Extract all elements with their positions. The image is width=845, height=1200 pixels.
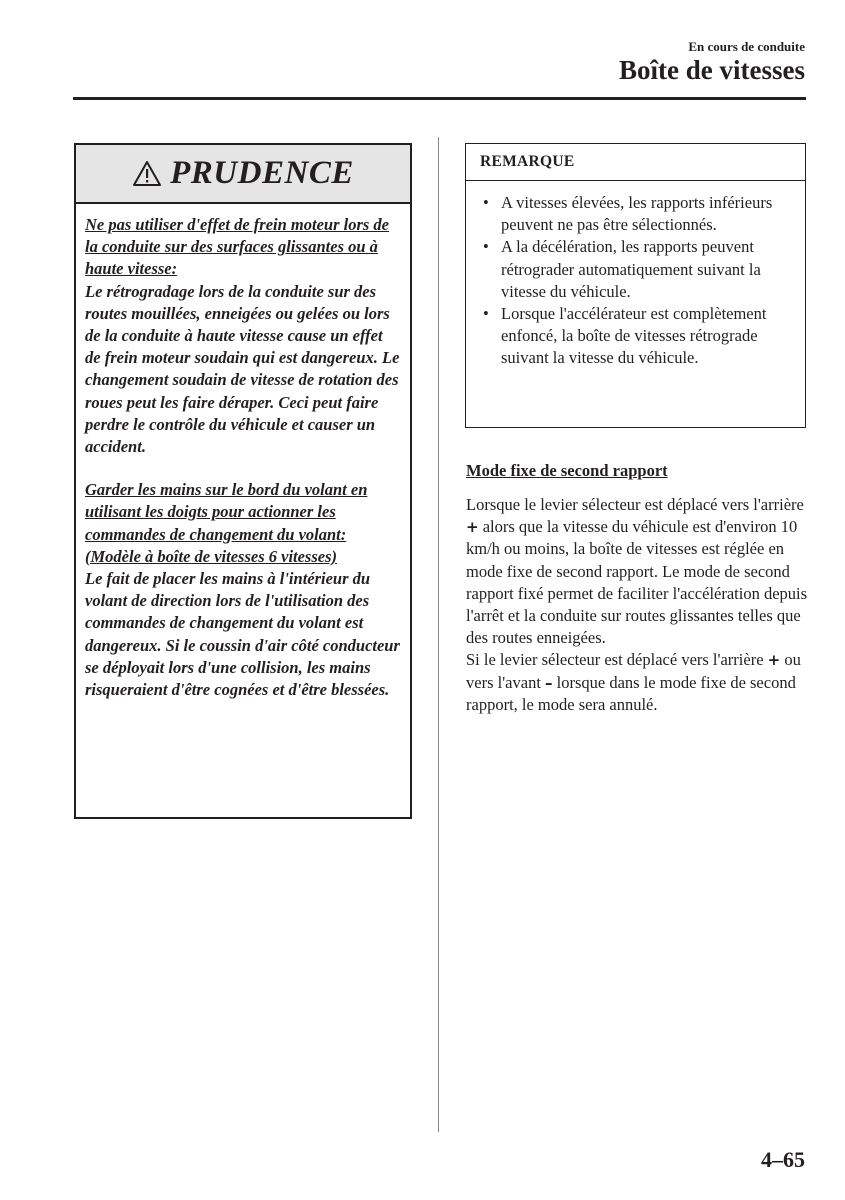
page-title: Boîte de vitesses [619,55,805,85]
section-paragraph: Lorsque le levier sélecteur est déplacé vers l'arrière + alors que la vitesse du véhicule est d'environ 10 km/h ou moins, la boîte de vitesses est réglée en mode fixe de second rapport. Le mode de second rapport fixé permet de faciliter l'accélération depuis l'arrêt et la conduite sur routes glissantes telles que des routes enneigées. [466,495,808,648]
caution-body [76,204,410,701]
bullet-icon: • [483,304,489,324]
caution-paragraph [85,214,402,458]
note-title: REMARQUE [466,144,805,181]
caution-heading: Garder les mains sur le bord du volant en utilisant les doigts pour actionner les commandes de changement du volant: (Modèle à boîte de vitesses 6 vitesses) [85,480,368,566]
caution-paragraph [85,479,402,701]
list-item: • A vitesses élevées, les rapports inférieurs peuvent ne pas être sélectionnés. [483,193,773,235]
caution-text: Le rétrogradage lors de la conduite sur des routes mouillées, enneigées ou gelées ou lors de la conduite à haute vitesse cause un effet de frein moteur soudain qui est dangereux. Le changement soudain de vitesse de rotation des roues peut les faire déraper. Ceci peut faire perdre le contrôle du véhicule et causer un accident. [85,281,400,457]
plus-icon: + [466,518,479,537]
bullet-icon: • [483,193,489,212]
section-body [466,494,808,716]
caution-box [74,143,412,819]
list-item: • A la décélération, les rapports peuvent rétrograder automatiquement suivant la vitesse du véhicule. [483,237,761,301]
caution-title: PRUDENCE [170,155,354,191]
caution-heading: Ne pas utiliser d'effet de frein moteur lors de la conduite sur des surfaces glissantes ou à haute vitesse: [85,215,390,279]
column-divider [438,137,439,1132]
note-list [466,181,805,370]
caution-header [76,145,410,204]
plus-icon: + [767,651,781,670]
page-number: 4–65 [761,1147,805,1172]
caution-text: Le fait de placer les mains à l'intérieur du volant de direction lors de l'utilisation des commandes de changement du volant est dangereux. Si le coussin d'air côté conducteur se déployait lors d'une collision, les mains risqueraient d'être cognées et d'être blessées. [85,569,400,700]
warning-triangle-icon [132,160,162,187]
header-rule [73,97,806,100]
minus-icon: – [545,673,553,692]
section-heading: Mode fixe de second rapport [466,461,668,480]
note-box [465,143,806,428]
header-section-label: En cours de conduite [688,39,805,54]
bullet-icon: • [483,237,489,257]
list-item: • Lorsque l'accélérateur est complètement enfoncé, la boîte de vitesses rétrograde suivant la vitesse du véhicule. [483,304,767,368]
section-paragraph: Si le levier sélecteur est déplacé vers l'arrière + ou vers l'avant – lorsque dans le mode fixe de second rapport, le mode sera annulé. [466,650,801,714]
